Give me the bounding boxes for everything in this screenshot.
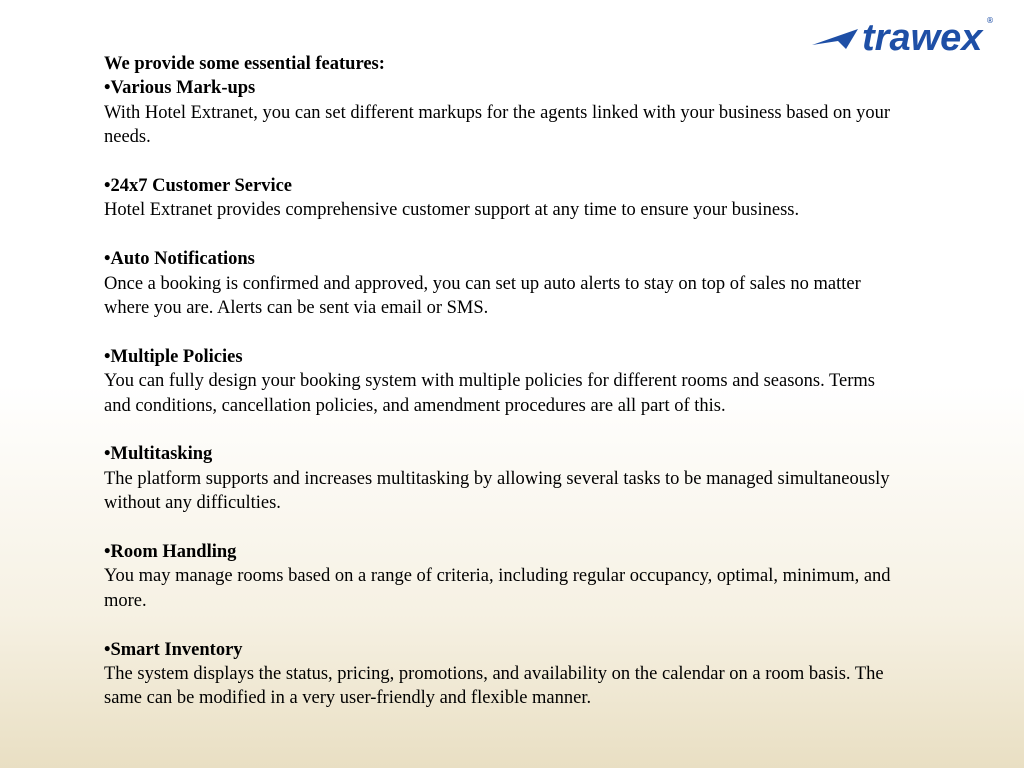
feature-item <box>104 638 904 711</box>
feature-title: •Multitasking <box>104 444 213 465</box>
logo-swoosh-icon <box>812 29 858 49</box>
intro-heading: We provide some essential features: <box>104 54 385 74</box>
feature-description: The platform supports and increases multitasking by allowing several tasks to be managed simultaneously without any difficulties. <box>104 468 890 514</box>
feature-item <box>104 76 904 149</box>
feature-description: Hotel Extranet provides comprehensive customer support at any time to ensure your business. <box>104 200 800 221</box>
logo-text: trawex <box>862 17 983 58</box>
feature-description: You can fully design your booking system with multiple policies for different rooms and seasons. Terms and conditions, cancellation policies, and amendment procedures are all part of this. <box>104 371 875 416</box>
feature-item <box>104 442 904 515</box>
feature-description: Once a booking is confirmed and approved, you can set up auto alerts to stay on top of sales no matter where you are. Alerts can be sent via email or SMS. <box>104 273 861 319</box>
feature-description: With Hotel Extranet, you can set different markups for the agents linked with your business based on your needs. <box>104 102 891 148</box>
logo-registered-mark: ® <box>986 16 994 25</box>
feature-title: •Room Handling <box>104 542 237 563</box>
feature-description: You may manage rooms based on a range of criteria, including regular occupancy, optimal, minimum, and more. <box>104 566 891 611</box>
feature-item <box>104 540 904 613</box>
feature-title: •Various Mark-ups <box>104 78 256 99</box>
feature-title: •Auto Notifications <box>104 249 255 270</box>
feature-item <box>104 174 904 223</box>
feature-title: •24x7 Customer Service <box>104 176 293 197</box>
feature-title: •Smart Inventory <box>104 639 243 660</box>
feature-title: •Multiple Policies <box>104 346 243 367</box>
feature-item <box>104 247 904 320</box>
feature-description: The system displays the status, pricing, promotions, and availability on the calendar on a room basis. The same can be modified in a very user-friendly and flexible manner. <box>104 664 884 709</box>
feature-item <box>104 345 904 418</box>
features-content <box>104 52 904 735</box>
